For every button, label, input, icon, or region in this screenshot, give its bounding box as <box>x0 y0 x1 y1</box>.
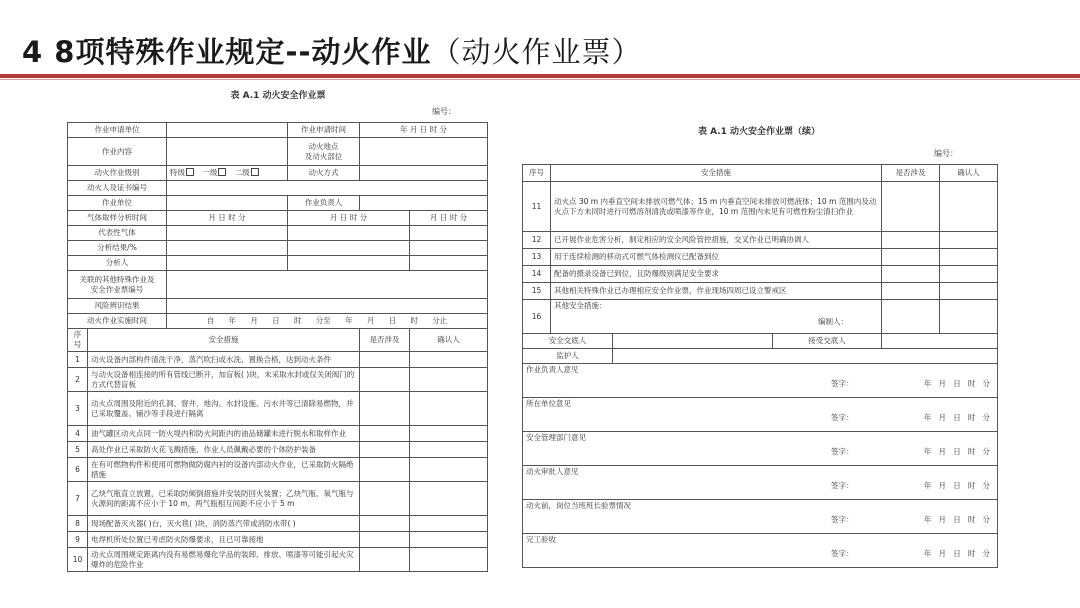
row-confirm <box>410 368 488 392</box>
opinion-cell <box>523 534 998 568</box>
opinion-label: 完工验收 <box>526 535 556 544</box>
row-confirm <box>410 426 488 442</box>
row-no: 11 <box>523 182 551 232</box>
row-confirm <box>410 458 488 482</box>
opinion-row <box>523 466 998 500</box>
row-text: 用于连续检测的移动式可燃气体检测仪已配备到位 <box>551 249 882 266</box>
slide-title-main: 4 8项特殊作业规定--动火作业 <box>22 35 432 69</box>
gas-repr-3 <box>410 226 488 241</box>
gas-repr-1 <box>167 226 288 241</box>
left-form-table <box>67 122 488 572</box>
location-value <box>360 138 488 166</box>
row-text: 动火点周围规定距离内没有易燃易爆化学品的装卸、排放、喷漆等可能引起火灾爆炸的危险作业 <box>88 548 360 572</box>
opinion-label: 安全管理部门意见 <box>526 433 586 442</box>
analyst-label: 分析人 <box>68 256 167 271</box>
related-label: 关联的其他特殊作业及 安全作业票编号 <box>68 271 167 299</box>
guardian-label: 监护人 <box>523 349 613 364</box>
signature-label: 签字： <box>831 481 854 490</box>
right-form-caption: 表 A.1 动火安全作业票（续） <box>697 127 821 137</box>
table-row <box>523 266 998 283</box>
right-header-measure: 安全措施 <box>551 165 882 182</box>
left-header-measure: 安全措施 <box>88 329 360 352</box>
row-confirm <box>410 482 488 516</box>
row-involved <box>360 352 410 368</box>
row-no: 15 <box>523 283 551 300</box>
row-involved <box>360 516 410 532</box>
opinion-cell <box>523 398 998 432</box>
level-two: 二级 <box>234 168 250 177</box>
opinion-label: 动火审批人意见 <box>526 467 579 476</box>
row-no: 2 <box>68 368 88 392</box>
level-options <box>167 166 288 181</box>
table-row <box>68 352 488 368</box>
safety-receiver-label: 接受交底人 <box>773 334 882 349</box>
row-involved <box>882 249 940 266</box>
signature-label: 签字： <box>831 447 854 456</box>
row-involved <box>360 482 410 516</box>
row-text: 与动火设备相连接的所有管线已断开，加盲板( )块，未采取水封或仅关闭阀门的方式代替盲板 <box>88 368 360 392</box>
opinion-row <box>523 432 998 466</box>
row-no: 3 <box>68 392 88 426</box>
row-involved <box>360 548 410 572</box>
row-no: 10 <box>68 548 88 572</box>
row-confirm <box>940 249 998 266</box>
risk-value <box>167 299 488 314</box>
safety-giver-label: 安全交底人 <box>523 334 613 349</box>
row-confirm <box>940 232 998 249</box>
apply-time-label: 作业申请时间 <box>288 123 360 138</box>
row-confirm <box>410 548 488 572</box>
analyst-1 <box>167 256 288 271</box>
signature-datetime: 年 月 日 时 分 <box>923 481 990 490</box>
row-involved <box>882 182 940 232</box>
row-no: 8 <box>68 516 88 532</box>
slide-title-sub: （动火作业票） <box>431 35 642 69</box>
row-text: 电焊机所处位置已考虑防火防爆要求，且已可靠接地 <box>88 532 360 548</box>
row-text: 动火点 30 m 内垂直空间未排放可燃气体；15 m 内垂直空间未排放可燃液体；10 m 范围内及动火点下方未同时进行可燃溶剂清洗或喷漆等作业，10 m 范围内未见有可燃性粉尘清扫作业 <box>551 182 882 232</box>
table-row <box>523 182 998 232</box>
opinion-cell <box>523 466 998 500</box>
row-no: 16 <box>523 300 551 334</box>
row-involved <box>360 368 410 392</box>
gas-result-2 <box>288 241 410 256</box>
work-leader-value <box>360 196 488 211</box>
work-unit-value <box>167 196 288 211</box>
gas-repr-label: 代表性气体 <box>68 226 167 241</box>
row-no: 1 <box>68 352 88 368</box>
row-confirm <box>940 182 998 232</box>
level-one: 一级 <box>202 168 218 177</box>
row-no: 7 <box>68 482 88 516</box>
period-value: 自 年 月 日 时 分至 年 月 日 时 分止 <box>167 314 488 329</box>
checkbox-special[interactable] <box>186 168 194 176</box>
risk-label: 风险辨识结果 <box>68 299 167 314</box>
table-row <box>523 283 998 300</box>
row-text: 配备的摄录设备已到位，且防爆级别满足安全要求 <box>551 266 882 283</box>
opinion-row <box>523 398 998 432</box>
gas-result-label: 分析结果/% <box>68 241 167 256</box>
left-header-confirm: 确认人 <box>410 329 488 352</box>
row-involved <box>360 532 410 548</box>
table-row <box>68 516 488 532</box>
person-cert-value <box>167 181 488 196</box>
row-text: 其他相关特殊作业已办理相应安全作业票，作业现场四周已设立警戒区 <box>551 283 882 300</box>
opinion-label: 所在单位意见 <box>526 399 571 408</box>
gas-time-1: 月 日 时 分 <box>167 211 288 226</box>
row-involved <box>360 426 410 442</box>
left-form-caption: 表 A.1 动火安全作业票 <box>230 91 326 101</box>
row-confirm <box>410 392 488 426</box>
content-value <box>167 138 288 166</box>
gas-time-label: 气体取样分析时间 <box>68 211 167 226</box>
table-row <box>68 548 488 572</box>
opinion-row <box>523 364 998 398</box>
work-unit-label: 作业单位 <box>68 196 167 211</box>
row-confirm <box>940 266 998 283</box>
analyst-3 <box>410 256 488 271</box>
person-cert-label: 动火人及证书编号 <box>68 181 167 196</box>
signature-datetime: 年 月 日 时 分 <box>923 515 990 524</box>
opinion-cell <box>523 364 998 398</box>
signature-datetime: 年 月 日 时 分 <box>923 549 990 558</box>
signature-label: 签字： <box>831 549 854 558</box>
table-row <box>68 442 488 458</box>
level-label: 动火作业级别 <box>68 166 167 181</box>
row-text: 现场配备灭火器( )台，灭火毯( )块，消防蒸汽带或消防水带( ) <box>88 516 360 532</box>
row-involved <box>882 232 940 249</box>
opinion-cell <box>523 432 998 466</box>
content-label: 作业内容 <box>68 138 167 166</box>
work-leader-label: 作业负责人 <box>288 196 360 211</box>
right-header-seq: 序号 <box>523 165 551 182</box>
safety-receiver-value <box>882 334 998 349</box>
row-text: 高处作业已采取防火花飞溅措施，作业人员佩戴必要的个体防护装备 <box>88 442 360 458</box>
left-header-seq: 序号 <box>68 329 88 352</box>
table-row <box>523 232 998 249</box>
guardian-value <box>613 349 998 364</box>
table-row <box>68 368 488 392</box>
signature-datetime: 年 月 日 时 分 <box>923 379 990 388</box>
table-row <box>68 392 488 426</box>
row-involved <box>882 283 940 300</box>
left-header-involved: 是否涉及 <box>360 329 410 352</box>
signature-label: 签字： <box>831 413 854 422</box>
row-text: 动火点周围及附近的孔洞、窨井、地沟、水封设施、污水井等已清除易燃物，并已采取覆盖、铺沙等手段进行隔离 <box>88 392 360 426</box>
related-value <box>167 271 488 299</box>
left-permit-form <box>62 84 494 589</box>
opinion-cell <box>523 500 998 534</box>
other-measures-label: 其他安全措施： <box>554 301 607 310</box>
apply-time-value: 年 月 日 时 分 <box>360 123 488 138</box>
gas-repr-2 <box>288 226 410 241</box>
table-row <box>523 300 998 334</box>
preparer-label: 编制人： <box>818 317 848 326</box>
right-permit-form <box>520 112 998 574</box>
row-text: 油气罐区动火点同一防火堤内和防火间距内的油品储罐未进行脱水和取样作业 <box>88 426 360 442</box>
safety-giver-value <box>613 334 773 349</box>
opinion-label: 作业负责人意见 <box>526 365 579 374</box>
row-involved <box>882 266 940 283</box>
analyst-2 <box>288 256 410 271</box>
apply-unit-label: 作业申请单位 <box>68 123 167 138</box>
opinion-row <box>523 500 998 534</box>
row-confirm <box>940 300 998 334</box>
right-header-confirm: 确认人 <box>940 165 998 182</box>
slide-title <box>22 30 642 71</box>
opinion-row <box>523 534 998 568</box>
level-special: 特级 <box>170 168 185 177</box>
method-value <box>360 166 488 181</box>
row-no: 12 <box>523 232 551 249</box>
gas-result-3 <box>410 241 488 256</box>
row-text: 在有可燃物构件和使用可燃物做防腐内衬的设备内部动火作业，已采取防火隔绝措施 <box>88 458 360 482</box>
row-involved <box>882 300 940 334</box>
table-row <box>68 482 488 516</box>
row-no: 14 <box>523 266 551 283</box>
table-row <box>68 532 488 548</box>
row-involved <box>360 392 410 426</box>
method-label: 动火方式 <box>288 166 360 181</box>
row-confirm <box>410 532 488 548</box>
left-form-number: 编号： <box>432 107 456 116</box>
table-row <box>523 249 998 266</box>
location-label: 动火地点 及动火部位 <box>288 138 360 166</box>
row-confirm <box>410 516 488 532</box>
checkbox-one[interactable] <box>218 168 226 176</box>
table-row <box>68 458 488 482</box>
signature-label: 签字： <box>831 379 854 388</box>
row-confirm <box>410 352 488 368</box>
right-header-involved: 是否涉及 <box>882 165 940 182</box>
gas-result-1 <box>167 241 288 256</box>
row-no: 6 <box>68 458 88 482</box>
gas-time-3: 月 日 时 分 <box>410 211 488 226</box>
row-no: 5 <box>68 442 88 458</box>
opinion-label: 动火前，岗位当班班长验票情况 <box>526 501 631 510</box>
row-text: 已开展作业危害分析，制定相应的安全风险管控措施，交叉作业已明确协调人 <box>551 232 882 249</box>
row-involved <box>360 458 410 482</box>
period-label: 动火作业实施时间 <box>68 314 167 329</box>
signature-datetime: 年 月 日 时 分 <box>923 413 990 422</box>
row-text: 乙炔气瓶直立放置，已采取防倾倒措施并安装防回火装置；乙炔气瓶、氧气瓶与火源间的距离不应小于 10 m，两气瓶相互间距不应小于 5 m <box>88 482 360 516</box>
row-no: 13 <box>523 249 551 266</box>
row-text <box>551 300 882 334</box>
title-divider-thin <box>0 79 1080 80</box>
title-divider <box>0 74 1080 78</box>
row-text: 动火设备内部构件清洗干净，蒸汽吹扫或水洗、置换合格，达到动火条件 <box>88 352 360 368</box>
row-no: 4 <box>68 426 88 442</box>
apply-unit-value <box>167 123 288 138</box>
right-form-table <box>522 164 998 568</box>
row-no: 9 <box>68 532 88 548</box>
row-confirm <box>410 442 488 458</box>
gas-time-2: 月 日 时 分 <box>288 211 410 226</box>
table-row <box>68 426 488 442</box>
row-confirm <box>940 283 998 300</box>
signature-datetime: 年 月 日 时 分 <box>923 447 990 456</box>
signature-label: 签字： <box>831 515 854 524</box>
checkbox-two[interactable] <box>251 168 259 176</box>
row-involved <box>360 442 410 458</box>
right-form-number: 编号： <box>934 149 958 158</box>
